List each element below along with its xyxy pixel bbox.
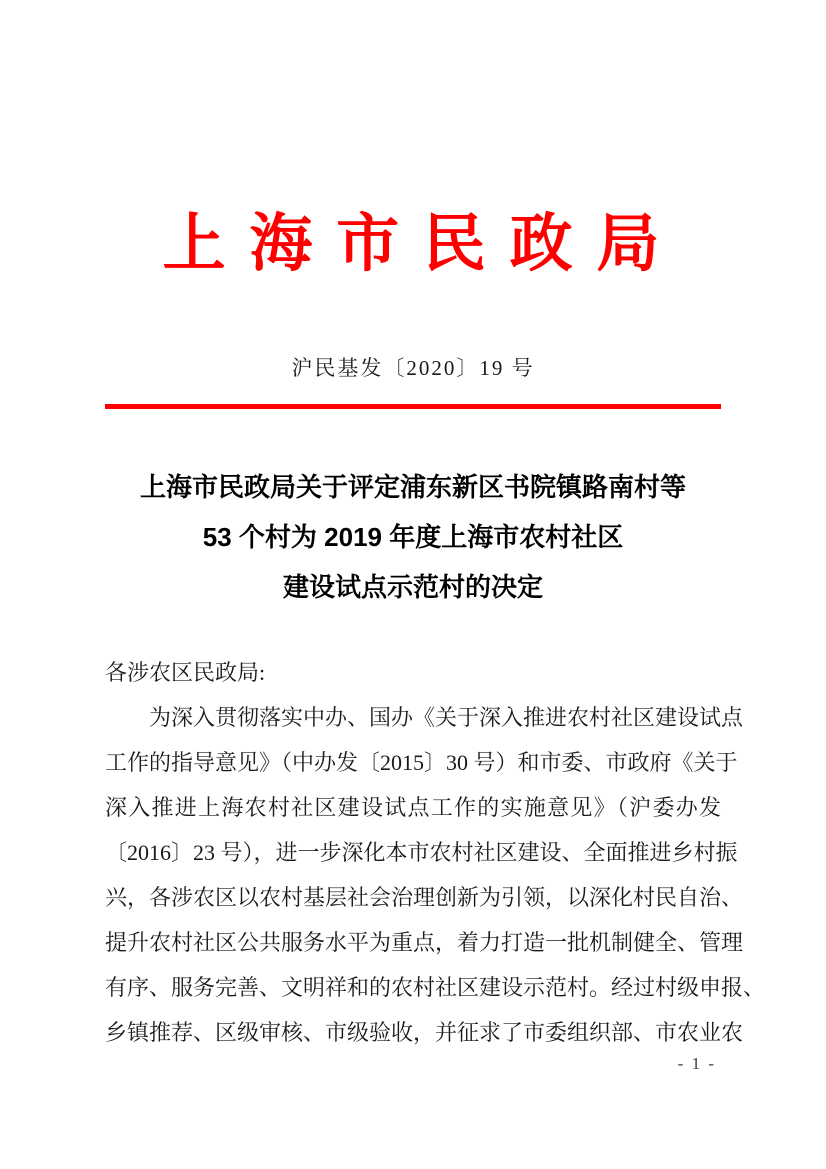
document-number: 沪民基发〔2020〕19 号 [291, 356, 535, 380]
document-body [105, 650, 766, 1055]
document-title-line-3: 建设试点示范村的决定 [282, 572, 543, 602]
paragraph-line: 〔2016〕23 号），进一步深化本市农村社区建设、全面推进乡村振 [105, 840, 738, 865]
document-title-line-2: 53 个村为 2019 年度上海市农村社区 [202, 522, 624, 552]
paragraph-line: 深入推进上海农村社区建设试点工作的实施意见》（沪委办发 [105, 795, 721, 820]
document-title-line-1: 上海市民政局关于评定浦东新区书院镇路南村等 [139, 472, 686, 502]
paragraph-line: 提升农村社区公共服务水平为重点，着力打造一批机制健全、管理 [105, 930, 744, 955]
paragraph-line: 工作的指导意见》（中办发〔2015〕30 号）和市委、市政府《关于 [105, 750, 738, 775]
paragraph-line: 兴，各涉农区以农村基层社会治理创新为引领，以深化村民自治、 [105, 885, 744, 910]
document-title [105, 462, 721, 612]
agency-name-header: 上 海 市 民 政 局 [162, 209, 664, 279]
paragraph-line: 为深入贯彻落实中办、国办《关于深入推进农村社区建设试点 [149, 705, 744, 730]
red-divider-line [105, 404, 721, 409]
paragraph-line: 有序、服务完善、文明祥和的农村社区建设示范村。经过村级申报、 [105, 975, 766, 1000]
page-number: - 1 - [677, 1054, 716, 1073]
paragraph-line: 乡镇推荐、区级审核、市级验收，并征求了市委组织部、市农业农 [105, 1020, 744, 1045]
salutation-line: 各涉农区民政局: [105, 660, 266, 685]
